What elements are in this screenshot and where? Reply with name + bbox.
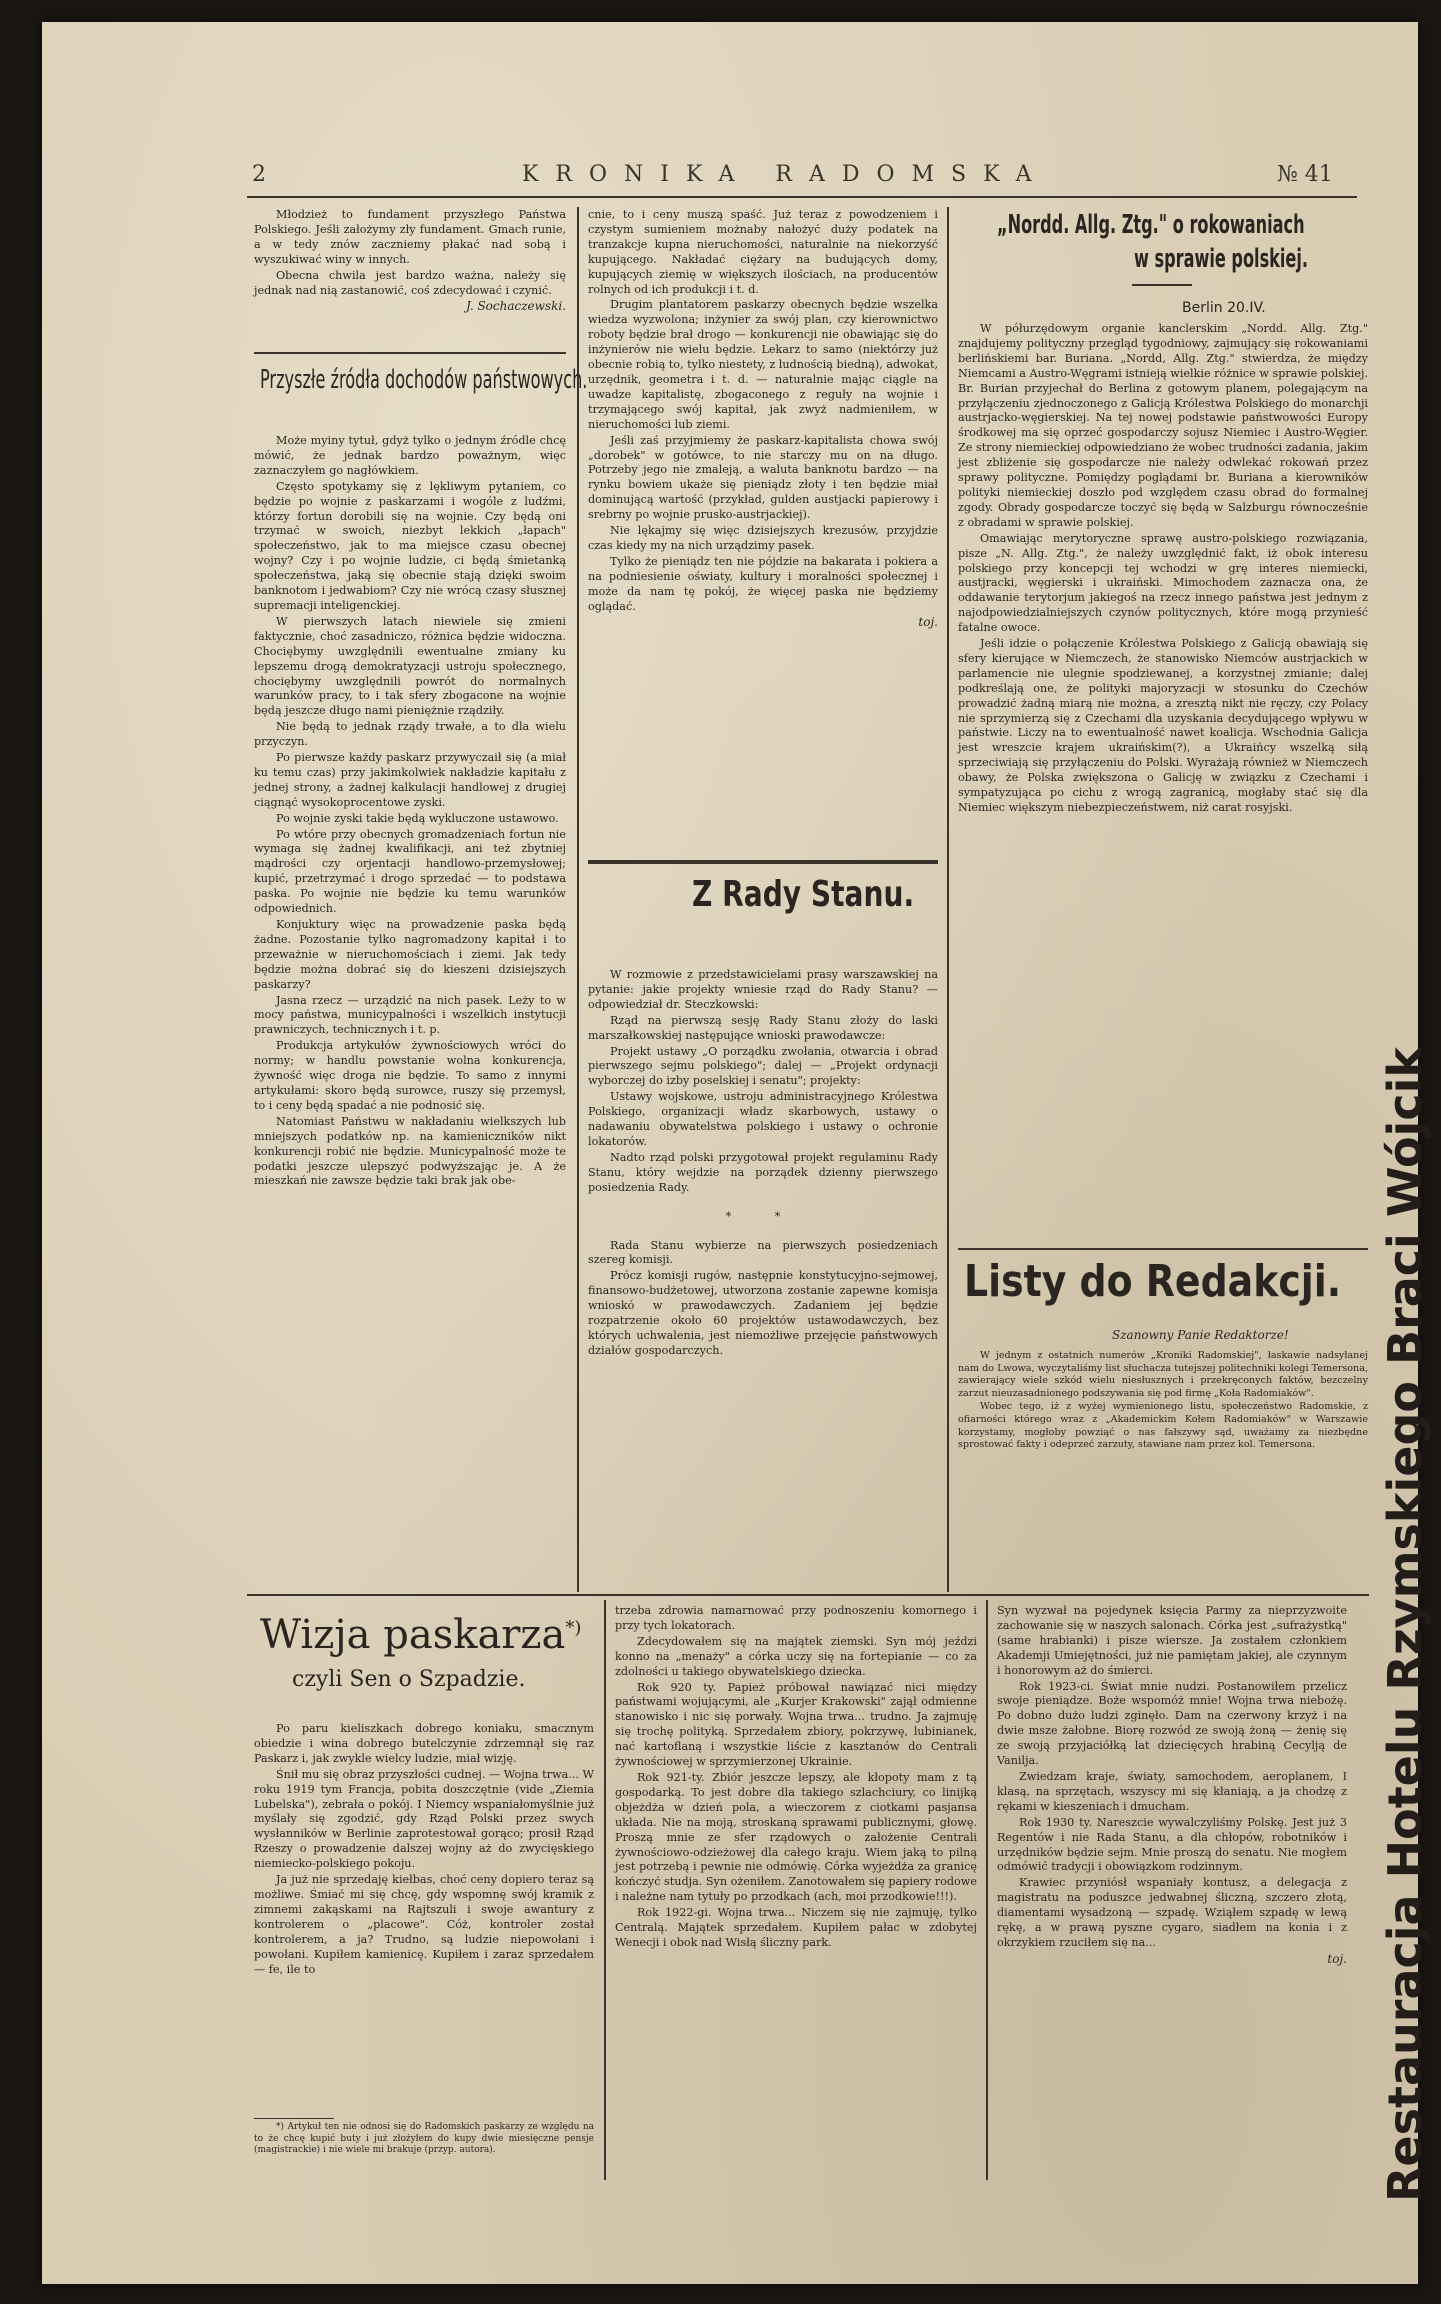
- article-body: [588, 968, 938, 1588]
- paragraph: trzeba zdrowia namarnować przy podnoszeniu komornego i przy tych lokatorach.: [615, 1604, 977, 1632]
- paragraph: cnie, to i ceny muszą spaść. Już teraz z powodzeniem i czystym sumieniem możnaby nałożyć duży podatek na tranzakcje kupna nieruchomości, naturalnie na niekorzyść kupującego. Nakładać ciężary na budujących domy, kupujących ziemię w większych ilościach, na producentów rolnych od ich produkcji i t. d.: [588, 208, 938, 296]
- section-rule: [247, 1594, 1369, 1596]
- paragraph: W półurzędowym organie kanclerskim „Nordd. Allg. Ztg." znajdujemy polityczny przegląd tygodniowy, zajmujący się rokowaniami berlińskiemi bar. Buriana. „Nordd, Allg. Ztg." stwierdza, że między Niemcami a Austro-Węgrami istnieją wielkie różnice w sprawie polskiej. Br. Burian przyjechał do Berlina z gotowym planem, polegającym na przyłączeniu zjednoczonego z Galicją Królestwa Polskiego do monarchji austrjacko-węgierskiej. Na tej nowej podstawie państwowości Europy środkowej ma się oprzeć gospodarczy sojusz Niemiec i Austro-Węgier. Ze strony niemieckiej odpowiedziano że wobec trudności zadania, jakim jest zbliżenie się gospodarcze nie należy odwlekać rokowań przez sprawy polityczne. Pomiędzy poglądami br. Buriana a kierowników polityki niemieckiej doszło pod względem czasu obrad do formalnej zgody. Obrady gospodarcze toczyć się będą w Salzburgu równocześnie z obradami w sprawie polskiej.: [958, 322, 1368, 529]
- article-headline: Listy do Redakcji.: [964, 1256, 1342, 1307]
- issue-number: № 41: [1277, 162, 1333, 187]
- author-signature: toj.: [1327, 1951, 1347, 1966]
- headline-rule: [1132, 284, 1192, 286]
- paragraph: Jeśli zaś przyjmiemy że paskarz-kapitalista chowa swój „dorobek" w gotówce, to nie starczy mu on na długo. Potrzeby jego nie zmaleją, a waluta banknotu bardzo — na rynku bowiem ukaże się pieniądz złoty i ten będzie miał dominującą wartość (przykład, gulden austjacki papierowy i srebrny po wojnie prusko-austrjackiej).: [588, 433, 938, 522]
- article-rule: [588, 860, 938, 864]
- paragraph: Ja już nie sprzedaję kiełbas, choć ceny dopiero teraz są możliwe. Śmiać mi się chcę, gdy wspomnę swój kramik z zimnemi zakąskami na Rajtszuli i swoje awantury z kontrolerem o „placowe". Cóż, kontroler został kontrolerem, a ja? Trudno, są ludzie niepowołani i powołani. Kupiłem kamienicę. Kupiłem i zaraz sprzedałem — fe, ile to: [254, 1873, 594, 1976]
- footnote: [254, 2122, 594, 2188]
- paragraph: Po pierwsze każdy paskarz przywyczaił się (a miał ku temu czas) przy jakimkolwiek nakładzie kapitału z jednej strony, a żadnej kalkulacji handlowej z drugiej ciągnąć wysokoprocentowe zyski.: [254, 751, 566, 809]
- paragraph: Młodzież to fundament przyszłego Państwa Polskiego. Jeśli założymy zły fundament. Gmach runie, a w tedy znów zaczniemy płakać nad sobą i wyszukiwać winy w innych.: [254, 208, 566, 266]
- letter-salutation: Szanowny Panie Redaktorze!: [1112, 1328, 1289, 1342]
- paragraph: Wobec tego, iż z wyżej wymienionego listu, społeczeństwo Radomskie, z ofiarności którego wraz z „Akademickim Kołem Radomiaków" w Warszawie korzystamy, mogłoby powziąć o nas fałszywy sąd, uważamy za niezbędne sprostować fakty i odeprzeć zarzuty, stawiane nam przez kol. Temersona.: [958, 1401, 1368, 1451]
- paragraph: Tylko że pieniądz ten nie pójdzie na bakarata i pokiera a na podniesienie oświaty, kultury i moralności społecznej i może da nam tę pokój, że więcej paska nie będziemy oglądać.: [588, 554, 938, 613]
- headline-text: Wizja paskarza: [260, 1612, 566, 1658]
- column-divider: [986, 1600, 988, 2180]
- article-body: [958, 322, 1368, 1242]
- paragraph: Rok 921-ty. Zbiór jeszcze lepszy, ale kłopoty mam z tą gospodarką. To jest dobre dla takiego szlachciury, co linijką objeżdża w dzień pola, a wieczorem z ciotkami pasjansa układa. Nie na moją, stroskaną sprawami publicznymi, głowę. Proszą mnie ze sfer rządowych o założenie Centrali żywnościowo-odzieżowej dla całego kraju. Wiem jaką to pilną jest potrzebą i pewnie nie odmówię. Córka wyjeżdża za granicę kończyć studja. Syn ożeniłem. Zanotowałem się papiery rodowe i należne nam tytuły po przodkach (ach, moi przodkowie!!!).: [615, 1770, 977, 1904]
- author-signature: toj.: [918, 615, 938, 630]
- page-number: 2: [252, 162, 266, 187]
- paragraph: Po wojnie zyski takie będą wykluczone ustawowo.: [276, 811, 559, 825]
- paragraph: Krawiec przyniósł wspaniały kontusz, a delegacja z magistratu na poduszce jedwabnej śliczną, szczero złotą, diamentami wysadzoną — szpadę. Wziąłem szpadę w lewą rękę, a w prawą pyszne cygaro, siadłem na konia i z okrzykiem rzuciłem się na...: [997, 1876, 1347, 1949]
- article-body-col2: [615, 1604, 977, 2174]
- section-separator: * *: [725, 1209, 801, 1223]
- article-body-col1: [254, 434, 566, 1586]
- vertical-banner-text: Restauracja Hotelu Rzymskiego Braci Wójcik: [1378, 1047, 1432, 2202]
- column-divider: [604, 1600, 606, 2180]
- paragraph: W rozmowie z przedstawicielami prasy warszawskiej na pytanie: jakie projekty wniesie rząd do Rady Stanu? — odpowiedział dr. Steczkowski:: [588, 968, 938, 1011]
- paragraph: Omawiając merytoryczne sprawę austro-polskiego rozwiązania, pisze „N. Allg. Ztg.", że należy uwzględnić fakt, iż obok interesu polskiego przy koncepcji tej wchodzi w grę interes niemiecki, austjracki, węgierski i ukraiński. Mimochodem zaznacza ona, że oddawanie terytorjum jakiegoś na rzecz innego państwa jest jednym z najodpowiedzialniejszych czynów politycznych, które mogą przynieść fatalne owoce.: [958, 531, 1368, 635]
- paragraph: Zwiedzam kraje, światy, samochodem, aeroplanem, I klasą, na sprzętach, wszyscy mi się kłaniają, a ja chodzę z rękami w kieszeniach i dmucham.: [997, 1769, 1347, 1813]
- paragraph: Jasna rzecz — urządzić na nich pasek. Leży to w mocy państwa, municypalności i wszelkich instytucji prawniczych, technicznych i t. p.: [254, 993, 566, 1037]
- paragraph: Po wtóre przy obecnych gromadzeniach fortun nie wymaga się żadnej kwalifikacji, ani też zbytniej mądrości czy orjentacji handlowo-przemysłowej; kupić, przetrzymać i drogo sprzedać — to podstawa paska. Po wojnie nie będzie ku temu warunków odpowiednich.: [254, 827, 566, 916]
- article-rule: [254, 352, 566, 354]
- paragraph: Rok 1923-ci. Świat mnie nudzi. Postanowiłem przelicz swoje pieniądze. Boże wspomóż mnie! Wojna trwa niebożę. Po dobno dużo ludzi zginęło. Dam na czerwony krzyż i na dwie msze żałobne. Biorę rozwód ze swoją żoną — żenię się ze swoją przyjaciółką lat dziecięcych hrabiną Cecylją de Vanilja.: [997, 1679, 1347, 1768]
- column-divider: [947, 207, 949, 1592]
- vertical-advert-strip: [1372, 192, 1432, 2212]
- paragraph: Natomiast Państwu w nakładaniu wielkszych lub mniejszych podatków np. na kamieniczników nikt konkurencji robić nie będzie. Municypalność może te podatki jeszcze ulepszyć podwyższając je. A że mieszkań nie zawsze będzie taki brak jak obe-: [254, 1114, 566, 1188]
- article-headline: „Nordd. Allg. Ztg." o rokowaniach: [997, 210, 1305, 240]
- paragraph: Rok 1930 ty. Nareszcie wywalczyliśmy Polskę. Jest już 3 Regentów i nie Rada Stanu, a dla chłopów, robotników i urzędników będzie sejm. Mnie proszą do senatu. Nie mogłem odmówić tradycji i obowiązkom rodzinnym.: [997, 1815, 1347, 1874]
- article-body-col2: [588, 208, 938, 858]
- article-headline: Z Rady Stanu.: [692, 874, 915, 915]
- paragraph: Rok 920 ty. Papież próbował nawiązać nici między państwami wojującymi, ale „Kurjer Krakowski" zajął odmienne stanowisko i nic się porwały. Wojna trwa... trudno. Ja zajmuję się trochę polityką. Sprzedałem zbiory, pokrzywę, lubinianek, nać kartoflaną i wszystkie liście z kasztanów do Centrali żywnościowej w sprzymierzonej Ukrainie.: [615, 1680, 977, 1769]
- article-body-col3: [997, 1604, 1347, 2174]
- paragraph: Rada Stanu wybierze na pierwszych posiedzeniach szereg komisji.: [588, 1238, 938, 1267]
- paragraph: Obecna chwila jest bardzo ważna, należy się jednak nad nią zastanowić, coś zdecydować i czynić.: [254, 268, 566, 297]
- author-signature: J. Sochaczewski.: [465, 299, 566, 314]
- paragraph: Produkcja artykułów żywnościowych wróci do normy; w handlu powstanie wolna konkurencja, żywność więc droga nie będzie. To samo z innymi artykułami: skoro będą surowce, ruszy się przemysł, to i ceny będą spadać a nie podnosić się.: [254, 1039, 566, 1112]
- paragraph: Konjuktury więc na prowadzenie paska będą żadne. Pozostanie tylko nagromadzony kapitał i to przeważnie w nieruchomościach i ziemi. Jak tedy będzie można dobrać się do kieszeni dzisiejszych paskarzy?: [254, 918, 566, 991]
- paragraph: Nie lękajmy się więc dzisiejszych krezusów, przyjdzie czas kiedy my na nich urządzimy pasek.: [588, 524, 938, 552]
- article-headline-line2: w sprawie polskiej.: [1134, 244, 1308, 274]
- footnote-mark: *): [565, 1617, 582, 1639]
- paragraph: Rząd na pierwszą sesję Rady Stanu złoży do laski marszałkowskiej następujące wnioski prawodawcze:: [588, 1013, 938, 1042]
- column-divider: [577, 207, 579, 1592]
- article-body-col1: [254, 1722, 594, 2114]
- article-headline: Przyszłe źródła dochodów państwowych.: [260, 365, 588, 395]
- paragraph: Nadto rząd polski przygotował projekt regulaminu Rady Stanu, który wejdzie na porządek dzienny pierwszego posiedzenia Rady.: [588, 1150, 938, 1194]
- letter-body: [958, 1350, 1368, 1590]
- paragraph: W jednym z ostatnich numerów „Kroniki Radomskiej", łaskawie nadsyłanej nam do Lwowa, wyczytaliśmy list słuchacza tutejszej politechniki kolegi Temersona, zawierający wiele szkód wielu niesłusznych i przekręconych faktów, bezczelny zarzut nieuzasadnionego podszywania się pod firmę „Koła Radomiaków".: [958, 1350, 1368, 1399]
- footnote-text: *) Artykuł ten nie odnosi się do Radomskich paskarzy ze względu na to że chcę kupić buty i już złożyłem do kupy dwie miesięczne pensje (magistrackie) i nie wiele mi brakuje (przyp. autora).: [254, 2122, 594, 2155]
- dateline: Berlin 20.IV.: [1182, 300, 1266, 316]
- paragraph: Zdecydowałem się na majątek ziemski. Syn mój jeździ konno na „menaży" a córka uczy się na fortepianie — co za zdolności u takiego obywatelskiego dziecka.: [615, 1634, 977, 1678]
- paragraph: Projekt ustawy „O porządku zwołania, otwarcia i obrad pierwszego sejmu polskiego"; dalej — „Projekt ordynacji wyborczej do izby poselskiej i senatu"; projekty:: [588, 1044, 938, 1088]
- paragraph: Rok 1922-gi. Wojna trwa... Niczem się nie zajmuję, tylko Centralą. Majątek sprzedałem. Kupiłem pałac w zdobytej Wenecji i obok nad Wisłą śliczny park.: [615, 1906, 977, 1949]
- newspaper-page: [42, 22, 1432, 2284]
- paragraph: Syn wyzwał na pojedynek księcia Parmy za nieprzyzwoite zachowanie się w naszych salonach. Córka jest „sufrażystką" (same hrabianki) i pisze wiersze. Ja zostałem członkiem Akademji Umiejętności, już nie pamiętam jakiej, ale czynnym i honorowym aż do śmierci.: [997, 1604, 1347, 1677]
- masthead-title: KRONIKA RADOMSKA: [522, 162, 1049, 187]
- paragraph: Drugim plantatorem paskarzy obecnych będzie wszelka wiedza wyzwolona; inżynier za swój plan, czy kierownictwo roboty będzie brał drogo — konkurencji nie obawiając się do inżynierów nie wielu będzie. Lekarz to samo (niektórzy już obecnie robią to, tylko niestety, z ludnością biedną), adwokat, urzędnik, geometra i t. d. — naturalnie mając ciągle na uwadze kapitalistę, zbogaconego z reguły na wojnie i trzymającego swój kapitał, jak zwyż nadmieniłem, w nieruchomości lub ziemi.: [588, 298, 938, 431]
- header-rule: [247, 196, 1357, 198]
- paragraph: Może myiny tytuł, gdyż tylko o jednym źródle chcę mówić, że jednak bardzo poważnym, więc zaznaczyłem go nagłówkiem.: [254, 434, 566, 477]
- paragraph: W pierwszych latach niewiele się zmieni faktycznie, choć zasadniczo, różnica będzie widoczna. Chociębymy uwzględnili ewentualne zmiany ku lepszemu drogą demokratyzacji ustroju społecznego, chociębymy uwzględnili powrót do normalnych warunków pracy, to i tak sfery zbogacone na wojnie będą jeszcze długo nami pieniężnie rządziły.: [254, 614, 566, 718]
- paragraph: Po paru kieliszkach dobrego koniaku, smacznym obiedzie i wina dobrego butelczynie zdrzemnął się raz Paskarz i, jak zwykle wielcy ludzie, miał wizję.: [254, 1722, 594, 1765]
- footnote-rule: [254, 2118, 334, 2119]
- article-subtitle: czyli Sen o Szpadzie.: [292, 1667, 526, 1692]
- paragraph: Prócz komisji rugów, następnie konstytucyjno-sejmowej, finansowo-budżetowej, utworzona zostanie zapewne komisja wnioskó w prawodawczych. Zadaniem jej będzie rozpatrzenie około 60 projektów ustawodawczych, bez których uchwalenia, jest niemożliwe przejęcie państwowych działów gospodarczych.: [588, 1269, 938, 1357]
- paragraph: Ustawy wojskowe, ustroju administracyjnego Królestwa Polskiego, organizacji władz skarbowych, ustawy o nadawaniu obywatelstwa polskiego i ustawy o ochronie lokatorów.: [588, 1090, 938, 1148]
- paragraph: Nie będą to jednak rządy trwałe, a to dla wielu przyczyn.: [254, 720, 566, 749]
- paragraph: Często spotykamy się z lękliwym pytaniem, co będzie po wojnie z paskarzami i wogóle z ludźmi, którzy fortun dorobili się na wojnie. Czy będą oni trzymać w swoich, niezbyt lekkich „łapach" społeczeństwo, jak to ma miejsce czasu obecnej wojny? Czy i po wojnie ludzie, ci będą śmietanką społeczeństwa, jaką się obecnie stają dzięki swoim banknotom i jedwabiom? Czy nie wrócą czasy słusznej supremacji inteligenckiej.: [254, 479, 566, 612]
- paragraph: Jeśli idzie o połączenie Królestwa Polskiego z Galicją obawiają się sfery kierujące w Niemczech, że stanowisko Niemców austrjackich w parlamencie nie ulegnie spodziewanej, a korzystnej zmianie; dalej podkreślają one, że polityki majoryzacji w stosunku do Czechów prowadzić żadną miarą nie można, a zresztą nikt nie ręczy, czy Polacy nie sprzymierzą się z Czechami dla uzyskania decydującego wpływu w państwie. Liczy na to ewentualność nawet koalicja. Wschodnia Galicja jest wreszcie krajem ukraińskim(?), a Ukraińcy wszelką siłą sprzeciwiają się przyłączeniu do Polski. Wyrażają również w Niemczech obawy, że Polska zwiększona o Galicję w związku z Czechami i sympatyzująca po cichu z wrogą zagranicą, mogłaby stać się dla Niemiec większym niebezpieczeństwem, niż carat rosyjski.: [958, 637, 1368, 814]
- article-headline: [260, 1612, 581, 1658]
- paragraph: Śnił mu się obraz przyszłości cudnej. — Wojna trwa... W roku 1919 tym Francja, pobita doszczętnie (vide „Ziemia Lubelska"), zebrała o pokój. I Niemcy wspaniałomyślnie już myślały się zgodzić, gdy Rząd Polski przez swych wysłanników w Berlinie zaprotestował gorąco; prosił Rząd Rzeszy o prowadzenie dalszej wojny aż do zwycięskiego niemiecko-polskiego pokoju.: [254, 1767, 594, 1871]
- previous-article-end: [254, 208, 566, 340]
- article-rule: [958, 1248, 1368, 1250]
